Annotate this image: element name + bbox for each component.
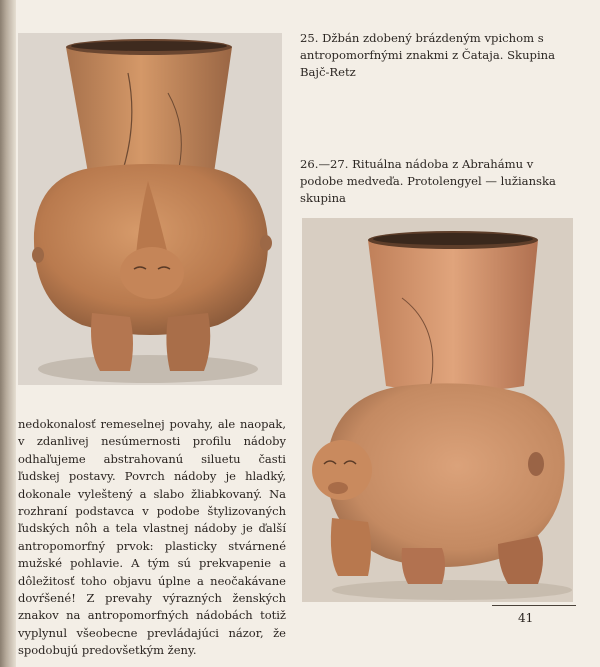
page-number: 41 [518,611,534,625]
caption-figure-25: 25. Džbán zdobený brázdeným vpichom s antropomorfnými znakmi z Čataja. Skupina Bajč-Retz [300,31,556,79]
page-number-rule [492,605,576,606]
caption-figures-26-27: 26.—27. Rituálna nádoba z Abrahámu v podobe medveďa. Protolengyel — lužianska skupina [300,157,556,205]
bear-vessel-illustration [302,218,573,602]
photo-figure-26-27-bear-vessel [302,218,573,602]
photo-figure-25-jug [18,33,282,385]
book-gutter-shadow [0,0,16,667]
jug-illustration [18,33,282,385]
body-paragraph: nedokonalosť remeselnej povahy, ale naopak, v zdanlivej nesúmernosti profilu nádoby odhaľujeme abstrahovanú siluetu časti ľudskej postavy. Povrch nádoby je hladký, dokonale vyleštený a slabo žliabkovaný. Na rozhraní podstavca v podobe štylizovaných ľudských nôh a tela vlastnej nádoby je ďalší antropomorfný prvok: plasticky stvárnené mužské pohlavie. A tým sú prekvapenie a dôležitosť toho objavu úplne a neočakávane dovŕšené! Z prevahy výrazných ženských znakov na antropomorfných nádobách totiž vyplynul všeobecne prevládajúci názor, že spodobujú predovšetkým ženy. [18,417,286,658]
